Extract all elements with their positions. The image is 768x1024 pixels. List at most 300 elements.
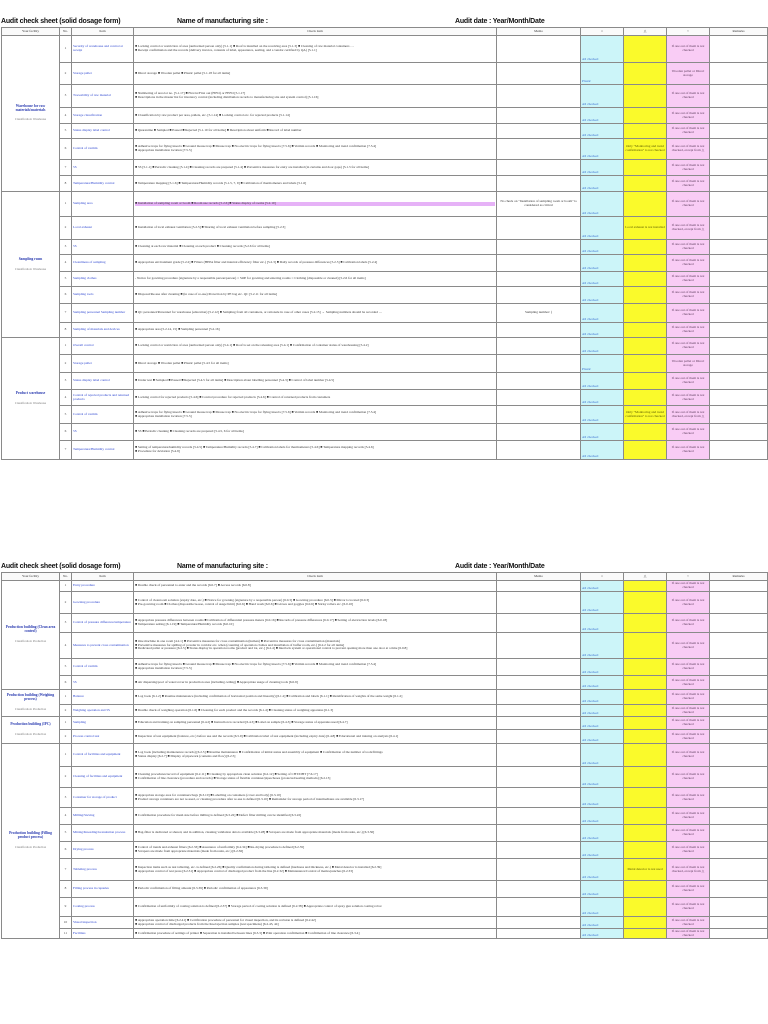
memo-cell[interactable] [497, 788, 581, 808]
remarks-cell[interactable] [710, 390, 768, 406]
remarks-cell[interactable] [710, 373, 768, 390]
remarks-cell[interactable] [710, 255, 768, 272]
rating-x-cell[interactable]: If one out of them is not checked, except from △ [667, 406, 710, 424]
table-row [2, 36, 768, 63]
check-item-line: ■ Confirmation of line clearance (procedure and records) ■ Storage status of flexible container/pipes/hoses (protected/sealing methods) [6.2.13] [135, 776, 331, 780]
remarks-cell[interactable] [710, 929, 768, 939]
rating-triangle-cell[interactable] [624, 917, 667, 929]
check-item-line: ■ Control of trends and exhaust filters [6.2.33] ■ Assurance of uniformity [6.2.34] ■ Re-drying procedure is defined [6.2.35] [135, 845, 305, 850]
remarks-cell[interactable] [710, 690, 768, 705]
remarks-cell[interactable] [710, 717, 768, 730]
facility-group-cell [2, 581, 60, 690]
memo-cell[interactable] [497, 881, 581, 898]
rating-x-cell[interactable]: Wooden pallet or Direct storage [667, 63, 710, 85]
row-number: 8 [60, 881, 72, 898]
rating-o-cell[interactable]: All checked [581, 390, 624, 406]
remarks-cell[interactable] [710, 881, 768, 898]
rating-o-cell[interactable]: All checked [581, 217, 624, 240]
rating-x-cell[interactable]: If one out of them is not checked, except from △ [667, 139, 710, 160]
rating-x-cell[interactable]: If one out of them is not checked [667, 390, 710, 406]
row-number: 1 [60, 581, 72, 592]
check-item-name: Sampling [72, 717, 134, 730]
rating-x-cell[interactable]: If one out of them is not checked [667, 287, 710, 304]
rating-o-cell[interactable]: All checked [581, 338, 624, 355]
facility-group-cell [2, 744, 60, 939]
remarks-cell[interactable] [710, 633, 768, 659]
rating-triangle-cell[interactable] [624, 744, 667, 767]
rating-triangle-cell[interactable] [624, 614, 667, 633]
rating-triangle-cell[interactable] [624, 767, 667, 788]
remarks-cell[interactable] [710, 744, 768, 767]
memo-cell[interactable] [497, 373, 581, 390]
rating-triangle-cell[interactable] [624, 124, 667, 139]
check-item-details [134, 441, 497, 460]
remarks-cell[interactable] [710, 287, 768, 304]
rating-triangle-cell[interactable] [624, 323, 667, 338]
rating-x-cell[interactable]: If one out of them is not checked [667, 881, 710, 898]
check-item-name: Control of pressure difference/temperature [72, 614, 134, 633]
remarks-cell[interactable] [710, 272, 768, 287]
rating-triangle-cell[interactable] [624, 240, 667, 255]
rating-triangle-cell[interactable] [624, 63, 667, 85]
remarks-cell[interactable] [710, 240, 768, 255]
memo-cell[interactable] [497, 690, 581, 705]
memo-cell[interactable] [497, 406, 581, 424]
row-number: 4 [60, 108, 72, 124]
rating-o-cell[interactable]: All checked [581, 808, 624, 825]
facility-group-label: Sampling room [18, 256, 43, 261]
remarks-cell[interactable] [710, 323, 768, 338]
memo-cell[interactable] [497, 898, 581, 917]
memo-cell[interactable] [497, 808, 581, 825]
row-number: 6 [60, 676, 72, 690]
rating-o-cell[interactable]: All checked [581, 929, 624, 939]
rating-o-cell[interactable]: All checked [581, 705, 624, 717]
remarks-cell[interactable] [710, 63, 768, 85]
table-row [2, 217, 768, 240]
memo-cell[interactable] [497, 825, 581, 842]
check-item-details [134, 36, 497, 63]
rating-triangle-cell[interactable] [624, 881, 667, 898]
rating-x-cell[interactable]: If one out of them is not checked [667, 842, 710, 859]
rating-triangle-cell[interactable] [624, 373, 667, 390]
row-number: 6 [60, 424, 72, 441]
rating-x-cell[interactable]: If one out of them is not checked [667, 176, 710, 192]
row-number: 3 [60, 788, 72, 808]
rating-triangle-cell[interactable] [624, 424, 667, 441]
rating-o-cell[interactable]: All checked [581, 406, 624, 424]
rating-o-cell[interactable]: All checked [581, 304, 624, 323]
check-item-details [134, 304, 497, 323]
rating-o-cell[interactable]: All checked [581, 592, 624, 614]
check-item-name: Facilities [72, 929, 134, 939]
remarks-cell[interactable] [710, 808, 768, 825]
table-row [2, 614, 768, 633]
rating-o-cell[interactable]: All checked [581, 917, 624, 929]
rating-x-cell[interactable]: If one out of them is not checked [667, 898, 710, 917]
rating-o-cell[interactable]: All checked [581, 176, 624, 192]
rating-o-cell[interactable]: Plastic [581, 63, 624, 85]
rating-x-cell[interactable]: If one out of them is not checked [667, 614, 710, 633]
rating-o-cell[interactable]: All checked [581, 690, 624, 705]
rating-o-cell[interactable]: All checked [581, 240, 624, 255]
rating-o-cell[interactable]: All checked [581, 441, 624, 460]
check-item-details [134, 881, 497, 898]
remarks-cell[interactable] [710, 176, 768, 192]
memo-cell[interactable] [497, 917, 581, 929]
check-item-name: Cleaning of facilities and equipment [72, 767, 134, 788]
row-number: 5 [60, 406, 72, 424]
rating-x-cell[interactable]: If one out of them is not checked [667, 744, 710, 767]
check-table [1, 27, 768, 460]
rating-x-cell[interactable]: If one out of them is not checked [667, 160, 710, 176]
rating-triangle-cell[interactable] [624, 390, 667, 406]
rating-triangle-cell[interactable] [624, 788, 667, 808]
rating-triangle-cell[interactable] [624, 355, 667, 373]
rating-triangle-cell[interactable] [624, 338, 667, 355]
sheet-header [1, 563, 767, 572]
rating-o-cell[interactable]: All checked [581, 633, 624, 659]
rating-triangle-cell[interactable] [624, 85, 667, 108]
remarks-cell[interactable] [710, 85, 768, 108]
remarks-cell[interactable] [710, 842, 768, 859]
col-facility: Your facility [2, 28, 60, 36]
audit-date-label: Audit date : Year/Month/Date [455, 18, 545, 25]
rating-x-cell[interactable]: If one out of them is not checked [667, 705, 710, 717]
rating-triangle-cell[interactable] [624, 581, 667, 592]
rating-x-cell[interactable]: If one out of them is not checked [667, 659, 710, 676]
check-item-details [134, 659, 497, 676]
table-row [2, 323, 768, 338]
rating-o-cell[interactable]: All checked [581, 767, 624, 788]
memo-cell[interactable] [497, 717, 581, 730]
memo-cell[interactable] [497, 441, 581, 460]
row-number: 2 [60, 730, 72, 744]
memo-cell[interactable] [497, 767, 581, 788]
rating-triangle-cell[interactable] [624, 705, 667, 717]
rating-x-cell[interactable]: If one out of them is not checked [667, 676, 710, 690]
remarks-cell[interactable] [710, 676, 768, 690]
row-number: 3 [60, 240, 72, 255]
rating-o-cell[interactable]: All checked [581, 659, 624, 676]
memo-cell[interactable] [497, 160, 581, 176]
check-item-name: Traceability of raw material [72, 85, 134, 108]
rating-o-cell[interactable]: All checked [581, 825, 624, 842]
rating-x-cell[interactable]: If one out of them is not checked [667, 108, 710, 124]
remarks-cell[interactable] [710, 406, 768, 424]
rating-triangle-cell[interactable] [624, 192, 667, 217]
rating-x-cell[interactable]: If one out of them is not checked [667, 825, 710, 842]
rating-triangle-cell[interactable] [624, 592, 667, 614]
rating-o-cell[interactable]: All checked [581, 108, 624, 124]
remarks-cell[interactable] [710, 592, 768, 614]
table-row [2, 406, 768, 424]
check-item-line: ■ Adhesive traps for flying insects ■ Ground mouse trap ■ Mouse trap ■ No electric traps for flying insects [7.5.6] ■ Vermin records ■ Monitoring and trend confirmation [7.5.4] [135, 409, 377, 414]
rating-o-cell[interactable]: All checked [581, 272, 624, 287]
rating-x-cell[interactable]: If one out of them is not checked [667, 240, 710, 255]
rating-o-cell[interactable]: All checked [581, 744, 624, 767]
memo-cell[interactable] [497, 338, 581, 355]
memo-cell[interactable] [497, 676, 581, 690]
rating-o-cell[interactable]: All checked [581, 287, 624, 304]
rating-triangle-cell[interactable] [624, 898, 667, 917]
row-number: 6 [60, 842, 72, 859]
check-item-line: ■ Appropriate pressure differences between rooms ■ Calibration of differential pressure meters [6.0.16] ■ Records of pressure differences [6.0.17] ■ Setting of alert/action levels [6.0.18] [135, 618, 388, 623]
rating-o-cell[interactable]: All checked [581, 717, 624, 730]
memo-cell[interactable]: No check on "Installation of sampling room or booth" is considered as critical [497, 192, 581, 217]
rating-x-cell[interactable]: If one out of them is not checked [667, 424, 710, 441]
check-item-name: Sampling tools [72, 287, 134, 304]
memo-cell[interactable] [497, 323, 581, 338]
rating-o-cell[interactable]: All checked [581, 373, 624, 390]
remarks-cell[interactable] [710, 338, 768, 355]
memo-cell[interactable] [497, 614, 581, 633]
rating-x-cell[interactable]: If one out of them is not checked [667, 373, 710, 390]
rating-x-cell[interactable]: If one out of them is not checked [667, 272, 710, 287]
audit-sheet-2 [1, 563, 767, 939]
table-row [2, 255, 768, 272]
check-item-name: Control of rejected products and returned products [72, 390, 134, 406]
memo-cell[interactable] [497, 272, 581, 287]
check-item-details [134, 676, 497, 690]
memo-cell[interactable] [497, 85, 581, 108]
rating-o-cell[interactable]: All checked [581, 323, 624, 338]
memo-cell[interactable] [497, 424, 581, 441]
rating-triangle-cell[interactable] [624, 255, 667, 272]
check-item-name: Entry procedure [72, 581, 134, 592]
remarks-cell[interactable] [710, 108, 768, 124]
check-item-line: ■ Cleaning at each raw material ■ Cleaning at each product ■ Cleaning records [5.2.6 for all items] [135, 244, 270, 249]
rating-triangle-cell[interactable]: Local exhaust is not installed [624, 217, 667, 240]
rating-triangle-cell[interactable] [624, 730, 667, 744]
rating-x-cell[interactable]: If one out of them is not checked [667, 323, 710, 338]
rating-triangle-cell[interactable] [624, 36, 667, 63]
check-item-line: ■ Preventive measures for spilling of powder in corridor etc. when (counting of operation clothes and installation of buffer room, etc.) [6.2.2 for all items] [135, 642, 345, 647]
rating-x-cell[interactable]: If one out of them is not checked [667, 581, 710, 592]
memo-cell[interactable] [497, 287, 581, 304]
rating-o-cell[interactable]: All checked [581, 676, 624, 690]
check-item-line: ■ Disposal/Re-use after cleaning ■ (in case of re-use) Protection by PE bag etc. QC [5.2.11 for all items] [135, 292, 278, 297]
remarks-cell[interactable] [710, 192, 768, 217]
rating-triangle-cell[interactable]: Metal detector is not used [624, 859, 667, 881]
rating-x-cell[interactable]: If one out of them is not checked [667, 338, 710, 355]
remarks-cell[interactable] [710, 124, 768, 139]
rating-x-cell[interactable]: If one out of them is not checked [667, 717, 710, 730]
check-item-line: ■ Appropriate control of test press [6.2.31] ■ Appropriate control of discharged product from the line [6.2.32] ■ Maintenance/Control of memo/punches [6.2.33] [135, 868, 354, 873]
memo-cell[interactable] [497, 390, 581, 406]
memo-cell[interactable] [497, 255, 581, 272]
check-item-line: ■ Double check of weighing operation [6.1.6] ■ Cleaning for each product and the records [6.1.4] ■ Cleaning status of weighing apparatus [6.1.3] [135, 707, 334, 712]
row-number: 5 [60, 124, 72, 139]
rating-o-cell[interactable]: Plastic [581, 355, 624, 373]
rating-triangle-cell[interactable] [624, 441, 667, 460]
remarks-cell[interactable] [710, 825, 768, 842]
memo-cell[interactable] [497, 36, 581, 63]
rating-triangle-cell[interactable] [624, 287, 667, 304]
rating-o-cell[interactable]: All checked [581, 881, 624, 898]
rating-x-cell[interactable]: If one out of them is not checked [667, 124, 710, 139]
rating-x-cell[interactable]: If one out of them is not checked [667, 255, 710, 272]
rating-o-cell[interactable]: All checked [581, 424, 624, 441]
remarks-cell[interactable] [710, 441, 768, 460]
remarks-cell[interactable] [710, 898, 768, 917]
rating-triangle-cell[interactable] [624, 659, 667, 676]
check-item-details [134, 859, 497, 881]
remarks-cell[interactable] [710, 217, 768, 240]
check-item-line: ■ Periodic confirmation of filling amount [6.3.39] ■ Periodic confirmation of appearance [6.3.39] [135, 886, 268, 891]
check-item-details [134, 192, 497, 217]
rating-o-cell[interactable]: All checked [581, 85, 624, 108]
check-item-details [134, 917, 497, 929]
table-row [2, 139, 768, 160]
rating-triangle-cell[interactable] [624, 272, 667, 287]
rating-o-cell[interactable]: All checked [581, 788, 624, 808]
memo-cell[interactable] [497, 108, 581, 124]
rating-x-cell[interactable]: If one out of them is not checked [667, 788, 710, 808]
facility-classification: Classification: Warehouse [14, 117, 47, 122]
memo-cell[interactable] [497, 929, 581, 939]
check-item-name: Control of vermin [72, 406, 134, 424]
table-row [2, 338, 768, 355]
rating-x-cell[interactable]: If one out of them is not checked [667, 441, 710, 460]
rating-triangle-cell[interactable] [624, 929, 667, 939]
check-item-details [134, 390, 497, 406]
rating-triangle-cell[interactable] [624, 676, 667, 690]
check-item-line: ■ Inspection items such as test tableting, etc. is defined [6.2.26] ■ Quality confirmation during tableting is defined (hardness and thickness, etc.) ■ Metal detector is installed [6.2.39] [135, 864, 382, 869]
memo-cell[interactable] [497, 139, 581, 160]
table-row [2, 160, 768, 176]
rating-x-cell[interactable]: If one out of them is not checked [667, 192, 710, 217]
remarks-cell[interactable] [710, 304, 768, 323]
check-table [1, 572, 768, 939]
memo-cell[interactable] [497, 240, 581, 255]
memo-cell[interactable] [497, 176, 581, 192]
remarks-cell[interactable] [710, 424, 768, 441]
remarks-cell[interactable] [710, 139, 768, 160]
remarks-cell[interactable] [710, 859, 768, 881]
rating-x-cell[interactable]: If one out of them is not checked [667, 808, 710, 825]
remarks-cell[interactable] [710, 355, 768, 373]
remarks-cell[interactable] [710, 160, 768, 176]
table-row [2, 287, 768, 304]
rating-triangle-cell[interactable] [624, 304, 667, 323]
rating-triangle-cell[interactable] [624, 690, 667, 705]
rating-triangle-cell[interactable] [624, 842, 667, 859]
remarks-cell[interactable] [710, 581, 768, 592]
rating-triangle-cell[interactable] [624, 717, 667, 730]
check-item-name: Measures to prevent cross contamination [72, 633, 134, 659]
rating-x-cell[interactable]: Wooden pallet or Direct storage [667, 355, 710, 373]
rating-x-cell[interactable]: If one out of them is not checked [667, 730, 710, 744]
memo-cell[interactable] [497, 63, 581, 85]
rating-o-cell[interactable]: All checked [581, 842, 624, 859]
rating-triangle-cell[interactable] [624, 633, 667, 659]
memo-cell[interactable] [497, 217, 581, 240]
remarks-cell[interactable] [710, 659, 768, 676]
remarks-cell[interactable] [710, 788, 768, 808]
memo-cell[interactable]: Sampling number: ( [497, 304, 581, 323]
table-header-row [2, 28, 768, 36]
remarks-cell[interactable] [710, 705, 768, 717]
rating-x-cell[interactable]: If one out of them is not checked, except from △ [667, 217, 710, 240]
check-item-details [134, 217, 497, 240]
check-item-details [134, 373, 497, 390]
remarks-cell[interactable] [710, 36, 768, 63]
rating-x-cell[interactable]: If one out of them is not checked, except from △ [667, 859, 710, 881]
col-item: Item [72, 573, 134, 581]
check-item-details [134, 287, 497, 304]
memo-cell[interactable] [497, 124, 581, 139]
rating-triangle-cell[interactable] [624, 825, 667, 842]
rating-o-cell[interactable]: All checked [581, 730, 624, 744]
rating-triangle-cell[interactable]: Only "Monitoring and trend confirmation" is not checked [624, 406, 667, 424]
row-number: 4 [60, 255, 72, 272]
rating-x-cell[interactable]: If one out of them is not checked [667, 929, 710, 939]
table-row [2, 929, 768, 939]
rating-x-cell[interactable]: If one out of them is not checked [667, 592, 710, 614]
check-item-line: ■ Appropriate control of discharged products from the line/rejection samples (test specimens) [6.2.43, 44] [135, 921, 279, 926]
rating-x-cell[interactable]: If one out of them is not checked [667, 85, 710, 108]
rating-triangle-cell[interactable] [624, 160, 667, 176]
memo-cell[interactable] [497, 744, 581, 767]
memo-cell[interactable] [497, 633, 581, 659]
rating-o-cell[interactable]: All checked [581, 160, 624, 176]
table-row [2, 373, 768, 390]
memo-cell[interactable] [497, 730, 581, 744]
rating-o-cell[interactable]: All checked [581, 124, 624, 139]
rating-x-cell[interactable]: If one out of them is not checked [667, 690, 710, 705]
rating-x-cell[interactable]: If one out of them is not checked [667, 767, 710, 788]
facility-group-cell [2, 717, 60, 744]
rating-x-cell[interactable]: If one out of them is not checked [667, 304, 710, 323]
rating-o-cell[interactable]: All checked [581, 581, 624, 592]
remarks-cell[interactable] [710, 767, 768, 788]
memo-cell[interactable] [497, 859, 581, 881]
check-item-line: ■ Product storage containers are not re-used, or cleaning procedure after re-use is defined [6.3.10] ■ Remainder for storage period of intermediates are available [6.3.17] [135, 796, 365, 801]
rating-triangle-cell[interactable] [624, 108, 667, 124]
rating-o-cell[interactable]: All checked [581, 898, 624, 917]
col-tri: △ [624, 573, 667, 581]
remarks-cell[interactable] [710, 730, 768, 744]
remarks-cell[interactable] [710, 917, 768, 929]
memo-cell[interactable] [497, 842, 581, 859]
memo-cell[interactable] [497, 592, 581, 614]
rating-o-cell[interactable]: All checked [581, 614, 624, 633]
rating-x-cell[interactable]: If one out of them is not checked [667, 917, 710, 929]
table-row [2, 63, 768, 85]
rating-o-cell[interactable]: All checked [581, 859, 624, 881]
remarks-cell[interactable] [710, 614, 768, 633]
rating-triangle-cell[interactable] [624, 176, 667, 192]
memo-cell[interactable] [497, 355, 581, 373]
rating-x-cell[interactable]: If one out of them is not checked [667, 36, 710, 63]
rating-o-cell[interactable]: All checked [581, 36, 624, 63]
rating-o-cell[interactable]: All checked [581, 255, 624, 272]
rating-o-cell[interactable]: All checked [581, 139, 624, 160]
memo-cell[interactable] [497, 659, 581, 676]
memo-cell[interactable] [497, 581, 581, 592]
table-row [2, 192, 768, 217]
rating-triangle-cell[interactable]: Only "Monitoring and trend confirmation" is not checked [624, 139, 667, 160]
table-row [2, 690, 768, 705]
rating-x-cell[interactable]: If one out of them is not checked [667, 633, 710, 659]
check-item-name: Security of warehouse and control at receipt [72, 36, 134, 63]
rating-o-cell[interactable]: All checked [581, 192, 624, 217]
memo-cell[interactable] [497, 705, 581, 717]
check-item-name: 5S [72, 240, 134, 255]
col-facility: Your facility [2, 573, 60, 581]
rating-triangle-cell[interactable] [624, 808, 667, 825]
